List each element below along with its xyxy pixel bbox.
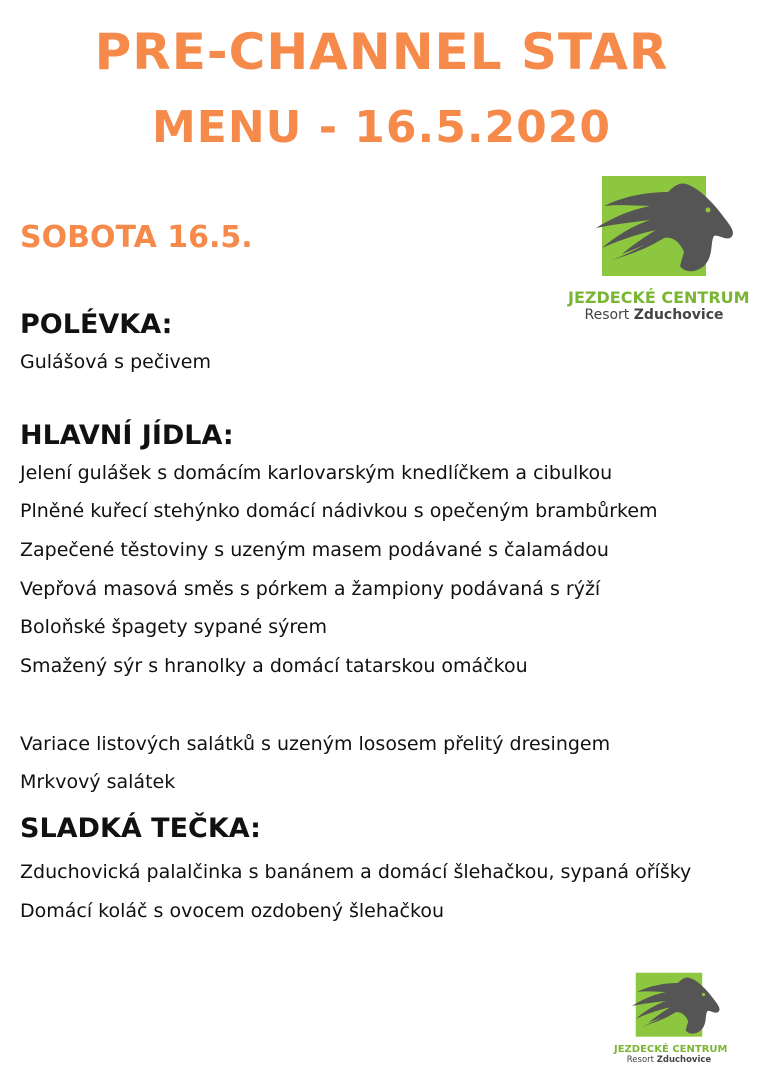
day-heading: SOBOTA 16.5. — [20, 220, 253, 255]
menu-title: PRE-CHANNEL STAR — [94, 23, 669, 81]
menu-date-title: MENU - 16.5.2020 — [151, 102, 612, 153]
logo-place: Zduchovice — [633, 307, 724, 323]
logo-resort: Resort — [626, 1055, 654, 1065]
logo-place: Zduchovice — [656, 1055, 712, 1065]
horse-head-logo-icon — [568, 176, 740, 280]
soup-heading: POLÉVKA: — [20, 309, 173, 340]
dessert-item: Domácí koláč s ovocem ozdobený šlehačkou — [20, 900, 444, 922]
dessert-item: Zduchovická palalčinka s banánem a domácí šlehačkou, sypaná oříšky — [20, 861, 692, 883]
main-dishes-heading: HLAVNÍ JÍDLA: — [20, 420, 234, 451]
logo-name: JEZDECKÉ CENTRUM — [614, 1044, 728, 1055]
logo-name: JEZDECKÉ CENTRUM — [568, 288, 750, 307]
logo-subtitle — [568, 307, 740, 323]
salad-item: Variace listových salátků s uzeným lososem přelitý dresingem — [20, 733, 611, 755]
main-dish-item: Boloňské špagety sypané sýrem — [20, 616, 327, 638]
main-dish-item: Plněné kuřecí stehýnko domácí nádivkou s opečeným brambůrkem — [20, 500, 658, 522]
dessert-heading: SLADKÁ TEČKA: — [20, 813, 261, 844]
salad-item: Mrkvový salátek — [20, 771, 176, 793]
jezdecke-centrum-logo — [568, 176, 750, 346]
main-dish-item: Smažený sýr s hranolky a domácí tatarskou omáčkou — [20, 655, 528, 677]
soup-item: Gulášová s pečivem — [20, 351, 211, 373]
main-dish-item: Zapečené těstoviny s uzeným masem podávané s čalamádou — [20, 539, 609, 561]
logo-resort: Resort — [584, 307, 630, 323]
main-dish-item: Jelení gulášek s domácím karlovarským knedlíčkem a cibulkou — [20, 462, 613, 484]
main-dish-item: Vepřová masová směs s pórkem a žampiony podávaná s rýží — [20, 578, 601, 600]
horse-head-logo-icon — [614, 972, 724, 1040]
jezdecke-centrum-logo-small — [614, 972, 728, 1076]
logo-subtitle — [614, 1055, 724, 1065]
